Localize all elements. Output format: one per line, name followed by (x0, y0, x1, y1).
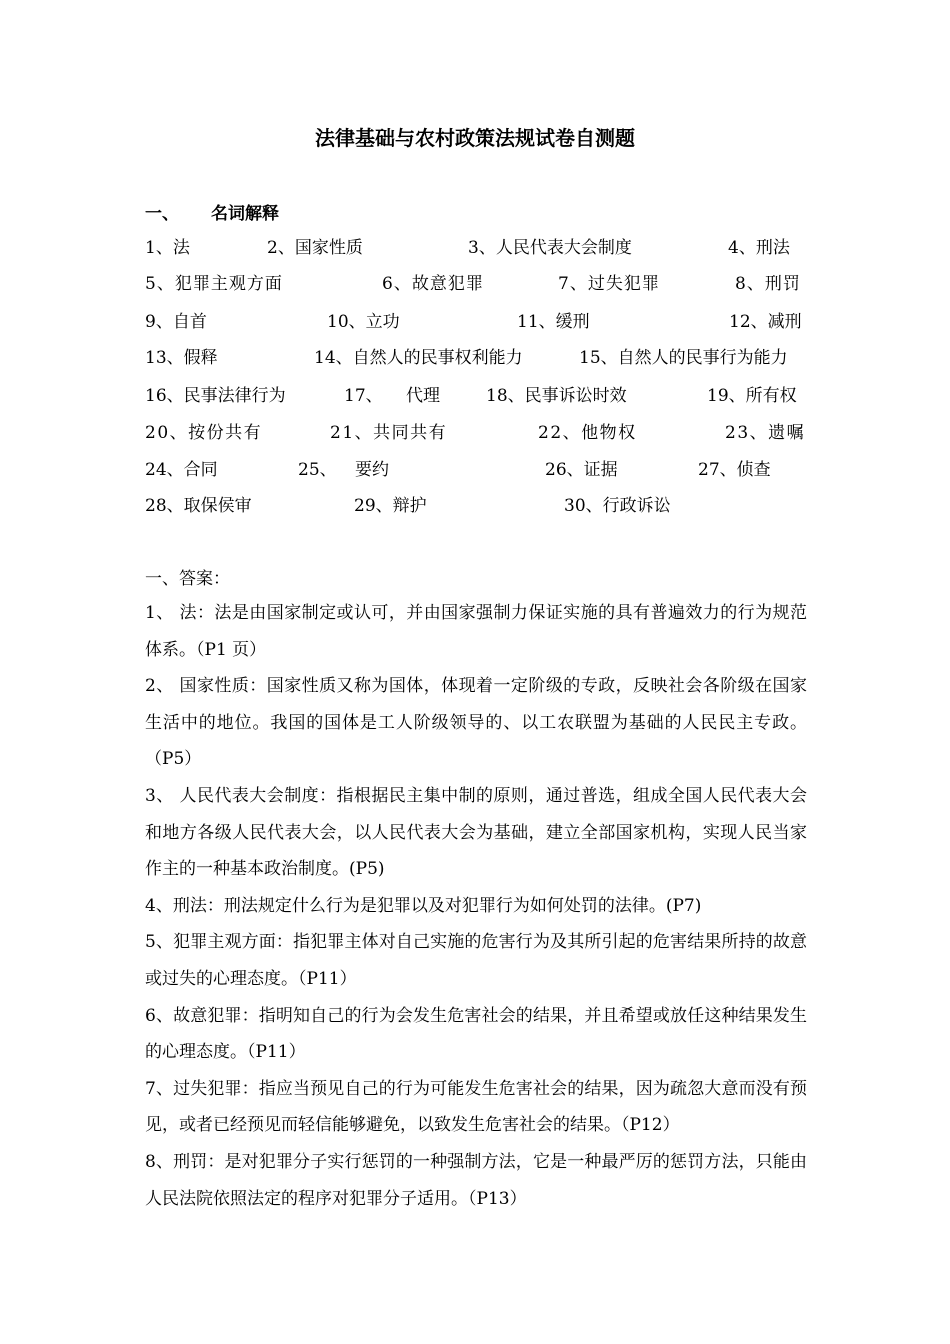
term-item: 17、 (344, 386, 383, 406)
term-item: 29、辩护 (354, 496, 427, 516)
term-item: 10、立功 (327, 312, 400, 332)
term-row (145, 343, 807, 367)
term-item: 22、他物权 (538, 423, 637, 443)
answers-list (145, 595, 807, 1217)
term-item: 3、人民代表大会制度 (468, 238, 632, 258)
term-row (145, 307, 807, 331)
term-item: 4、刑法 (728, 238, 790, 258)
term-item: 9、自首 (145, 312, 207, 332)
term-item: 28、取保侯审 (145, 496, 252, 516)
answer-item: 5、犯罪主观方面：指犯罪主体对自己实施的危害行为及其所引起的危害结果所持的故意或过失的心理态度。（P11） (145, 932, 807, 989)
term-row (145, 233, 807, 257)
term-row (145, 418, 807, 442)
page-title: 法律基础与农村政策法规试卷自测题 (315, 126, 635, 150)
term-item: 15、自然人的民事行为能力 (579, 348, 788, 368)
answer-item: 3、 人民代表大会制度：指根据民主集中制的原则，通过普选，组成全国人民代表大会和地方各级人民代表大会，以人民代表大会为基础，建立全部国家机构，实现人民当家作主的一种基本政治制度。(P5) (145, 785, 807, 880)
term-item: 13、假释 (145, 348, 218, 368)
term-row (145, 455, 807, 479)
term-row (145, 491, 807, 515)
term-item: 27、侦查 (698, 460, 771, 480)
section-heading (145, 199, 279, 224)
section-number: 一、 (145, 204, 179, 224)
term-item: 5、犯罪主观方面 (145, 274, 283, 294)
term-item: 30、行政诉讼 (564, 496, 671, 516)
term-item: 8、刑罚 (735, 274, 801, 294)
answer-item: 6、故意犯罪：指明知自己的行为会发生危害社会的结果，并且希望或放任这种结果发生的心理态度。（P11） (145, 1005, 807, 1063)
term-row (145, 269, 807, 293)
term-item: 14、自然人的民事权利能力 (314, 348, 523, 368)
term-item: 25、 (298, 460, 337, 480)
term-item: 11、缓刑 (517, 312, 590, 332)
term-item: 21、共同共有 (330, 423, 448, 443)
term-item: 要约 (355, 460, 389, 480)
answer-item: 4、刑法：刑法规定什么行为是犯罪以及对犯罪行为如何处罚的法律。(P7) (145, 895, 702, 916)
term-item: 6、故意犯罪 (382, 274, 484, 294)
term-item: 23、遗嘱 (725, 423, 806, 443)
term-item: 12、减刑 (729, 312, 802, 332)
term-item: 20、按份共有 (145, 423, 263, 443)
answer-item: 1、 法：法是由国家制定或认可，并由国家强制力保证实施的具有普遍效力的行为规范体系。（P1 页） (145, 603, 807, 660)
answer-item: 2、 国家性质：国家性质又称为国体，体现着一定阶级的专政，反映社会各阶级在国家生活中的地位。我国的国体是工人阶级领导的、以工农联盟为基础的人民民主专政。（P5） (145, 676, 807, 770)
term-item: 16、民事法律行为 (145, 386, 286, 406)
term-row (145, 381, 807, 405)
answer-item: 8、刑罚：是对犯罪分子实行惩罚的一种强制方法，它是一种最严厉的惩罚方法，只能由人民法院依照法定的程序对犯罪分子适用。（P13） (145, 1151, 807, 1209)
term-item: 7、过失犯罪 (558, 274, 660, 294)
term-item: 19、所有权 (707, 386, 797, 406)
term-item: 26、证据 (545, 460, 618, 480)
answers-heading: 一、答案： (145, 569, 230, 589)
term-item: 2、国家性质 (267, 238, 363, 258)
term-item: 18、民事诉讼时效 (486, 386, 627, 406)
answer-item: 7、过失犯罪：指应当预见自己的行为可能发生危害社会的结果，因为疏忽大意而没有预见，或者已经预见而轻信能够避免，以致发生危害社会的结果。（P12） (145, 1078, 807, 1136)
term-item: 代理 (406, 386, 440, 406)
term-item: 24、合同 (145, 460, 218, 480)
term-item: 1、法 (145, 238, 190, 258)
section-title: 名词解释 (211, 204, 279, 224)
